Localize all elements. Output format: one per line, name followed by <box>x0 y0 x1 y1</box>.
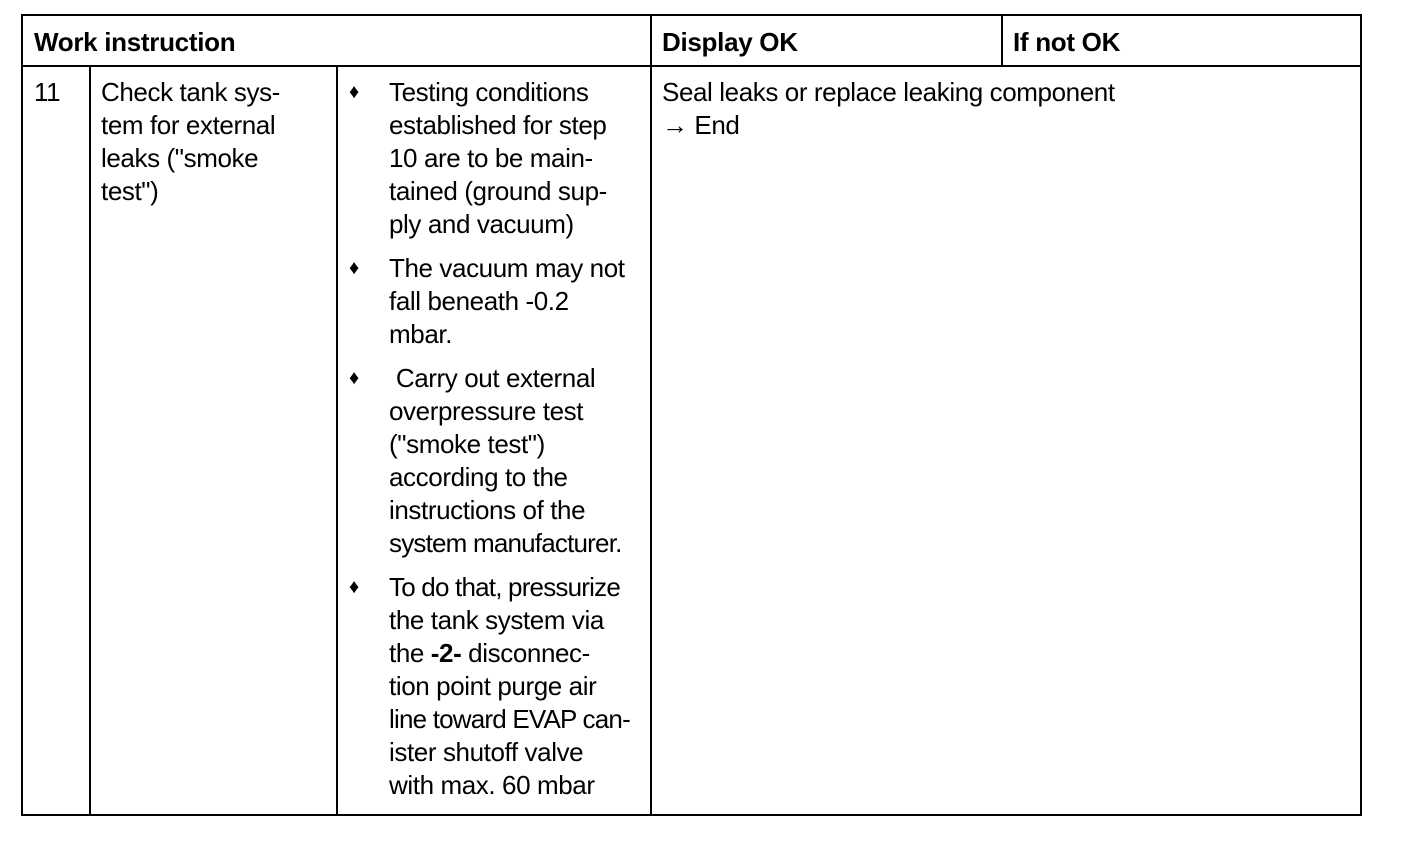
bullet-item <box>349 571 651 802</box>
bullet-item <box>349 362 651 560</box>
bullet-line: The vacuum may not <box>389 253 625 283</box>
task-description <box>101 76 331 208</box>
bullet-line: ("smoke test") <box>389 429 545 459</box>
header-work-instruction: Work instruction <box>34 27 236 57</box>
column-divider-task <box>336 66 338 814</box>
bullet-line: mbar. <box>389 319 453 349</box>
bullet-line: Carry out external <box>389 363 596 393</box>
bullet-text <box>389 76 651 241</box>
bullet-text <box>389 362 651 560</box>
bullet-line: the tank system via <box>389 605 604 635</box>
bullet-line-post: disconnec- <box>461 638 590 668</box>
bullet-line-pre: the <box>389 638 431 668</box>
bullet-line: system manufacturer. <box>389 528 622 558</box>
step-number: 11 <box>34 77 61 107</box>
header-if-not-ok: If not OK <box>1013 27 1121 57</box>
bullet-line: tion point purge air <box>389 671 597 701</box>
bullet-line: ister shutoff valve <box>389 737 584 767</box>
disconnection-point-ref: -2- <box>430 638 462 668</box>
diamond-bullet-icon: ♦ <box>349 257 359 279</box>
task-line: Check tank sys- <box>101 77 280 107</box>
diamond-bullet-icon: ♦ <box>349 576 359 598</box>
bullet-line: line toward EVAP can- <box>389 704 630 734</box>
bullet-line: 10 are to be main- <box>389 143 593 173</box>
bullet-line: ply and vacuum) <box>389 209 574 239</box>
task-line: tem for external <box>101 110 276 140</box>
bullet-line: with max. 60 mbar <box>389 770 595 800</box>
work-instruction-table <box>21 14 1362 816</box>
action-line: Seal leaks or replace leaking component <box>662 77 1115 107</box>
header-display-ok: Display OK <box>662 27 798 57</box>
diamond-bullet-icon: ♦ <box>349 367 359 389</box>
column-divider-if-not-ok <box>1001 16 1003 66</box>
bullet-line: overpressure test <box>389 396 584 426</box>
bullet-line: established for step <box>389 110 607 140</box>
bullet-line: fall beneath -0.2 <box>389 286 569 316</box>
header-divider <box>23 65 1360 67</box>
bullet-item <box>349 252 651 351</box>
bullet-line: according to the <box>389 462 568 492</box>
column-divider-step <box>89 66 91 814</box>
diamond-bullet-icon: ♦ <box>349 81 359 103</box>
instruction-bullets <box>349 76 651 813</box>
bullet-line: tained (ground sup- <box>389 176 607 206</box>
bullet-line-mixed <box>389 637 651 670</box>
bullet-line: Testing conditions <box>389 77 589 107</box>
task-line: test") <box>101 176 159 206</box>
display-ok-action <box>662 76 1342 142</box>
bullet-text <box>389 571 651 802</box>
bullet-line: instructions of the <box>389 495 586 525</box>
action-line-end: → End <box>662 110 740 140</box>
bullet-line: To do that, pressurize <box>389 572 620 602</box>
bullet-item <box>349 76 651 241</box>
bullet-text <box>389 252 651 351</box>
task-line: leaks ("smoke <box>101 143 259 173</box>
